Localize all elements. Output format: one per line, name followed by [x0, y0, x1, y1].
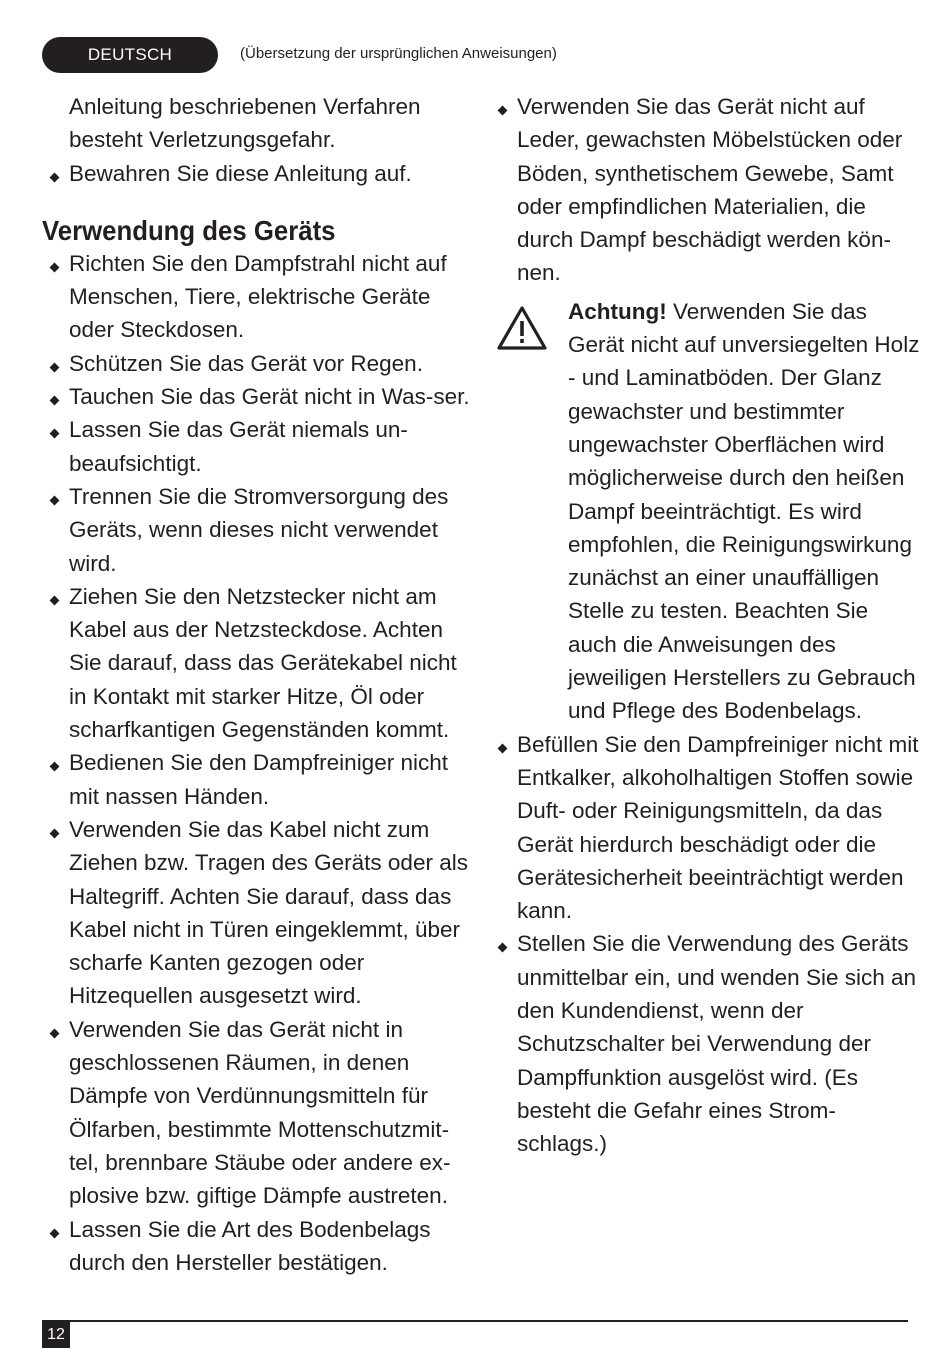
bullet-item: Schützen Sie das Gerät vor Regen.	[42, 347, 472, 380]
bullet-icon	[50, 172, 60, 182]
bullet-icon	[50, 396, 60, 406]
bullet-item: Lassen Sie das Gerät niemals un-beaufsichtigt.	[42, 413, 472, 480]
bullet-icon	[498, 743, 508, 753]
translation-note: (Übersetzung der ursprünglichen Anweisungen)	[240, 45, 557, 62]
bullet-item: Verwenden Sie das Kabel nicht zum Ziehen bzw. Tragen des Geräts oder als Haltegriff. Achten Sie darauf, dass das Kabel nicht in Türen eingeklemmt, über scharfe Kanten gezogen oder Hitzequellen ausgesetzt wird.	[42, 813, 472, 1013]
language-badge: DEUTSCH	[42, 37, 218, 73]
continued-text: Anleitung beschriebenen Verfahren besteht Verletzungsgefahr.	[69, 94, 421, 153]
bullet-item: Stellen Sie die Verwendung des Geräts unmittelbar ein, und wenden Sie sich an den Kundendienst, wenn der Schutzschalter bei Verwendung der Dampffunktion ausgelöst wird. (Es besteht die Gefahr eines Strom-schlags.)	[490, 927, 920, 1160]
bullet-icon	[50, 762, 60, 772]
bullet-icon	[50, 595, 60, 605]
bullet-item: Richten Sie den Dampfstrahl nicht auf Menschen, Tiere, elektrische Geräte oder Steckdosen.	[42, 247, 472, 347]
bullet-icon	[498, 943, 508, 953]
bullet-item: Befüllen Sie den Dampfreiniger nicht mit Entkalker, alkoholhaltigen Stoffen sowie Duft- oder Reinigungsmitteln, da das Gerät hierdurch beschädigt oder die Gerätesicherheit beeinträchtigt werden kann.	[490, 728, 920, 928]
right-column	[490, 90, 920, 1161]
warning-triangle-icon	[496, 305, 548, 351]
bullet-icon	[50, 362, 60, 372]
bullet-icon	[498, 106, 508, 116]
section-heading: Verwendung des Geräts	[42, 214, 336, 246]
page-number: 12	[42, 1322, 70, 1348]
bullet-icon	[50, 1228, 60, 1238]
footer-rule	[42, 1320, 908, 1322]
bullet-item: Verwenden Sie das Gerät nicht auf Leder, gewachsten Möbelstücken oder Böden, synthetischem Gewebe, Samt oder empfindlichen Materialien, die durch Dampf beschädigt werden kön-nen.	[490, 90, 920, 290]
bullet-item: Trennen Sie die Stromversorgung des Geräts, wenn dieses nicht verwendet wird.	[42, 480, 472, 580]
bullet-item: Verwenden Sie das Gerät nicht in geschlossenen Räumen, in denen Dämpfe von Verdünnungsmitteln für Ölfarben, bestimmte Mottenschutzmit-tel, brennbare Stäube oder andere ex-plosive bzw. giftige Dämpfe austreten.	[42, 1013, 472, 1213]
left-column	[42, 90, 472, 1279]
bullet-item: Ziehen Sie den Netzstecker nicht am Kabel aus der Netzsteckdose. Achten Sie darauf, dass das Gerätekabel nicht in Kontakt mit starker Hitze, Öl oder scharfkantigen Gegenständen kommt.	[42, 580, 472, 746]
bullet-icon	[50, 828, 60, 838]
bullet-item: Lassen Sie die Art des Bodenbelags durch den Hersteller bestätigen.	[42, 1213, 472, 1280]
warning-text: Achtung! Verwenden Sie das Gerät nicht auf unversiegelten Holz - und Laminatböden. Der Glanz gewachster und bestimmter ungewachster Oberflächen wird möglicherweise durch den heißen Dampf beeinträchtigt. Es wird empfohlen, die Reinigungswirkung zunächst an einer unauffälligen Stelle zu testen. Beachten Sie auch die Anweisungen des jeweiligen Herstellers zu Gebrauch und Pflege des Bodenbelags.	[568, 298, 920, 724]
warning-block	[490, 295, 920, 728]
bullet-item: Bedienen Sie den Dampfreiniger nicht mit nassen Händen.	[42, 746, 472, 813]
bullet-icon	[50, 496, 60, 506]
bullet-item: Tauchen Sie das Gerät nicht in Was-ser.	[42, 380, 472, 413]
bullet-icon	[50, 1028, 60, 1038]
warning-label: Achtung!	[568, 298, 667, 324]
bullet-icon	[50, 262, 60, 272]
bullet-item: Bewahren Sie diese Anleitung auf.	[42, 157, 472, 190]
bullet-icon	[50, 429, 60, 439]
